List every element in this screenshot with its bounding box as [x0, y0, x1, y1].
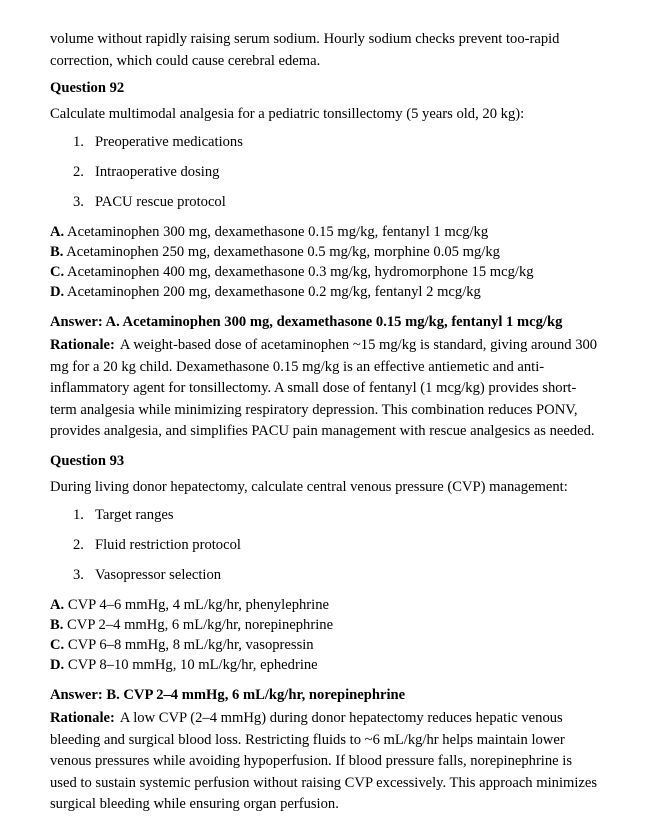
- option-letter: B.: [50, 617, 64, 633]
- question-heading: Question 92: [50, 80, 125, 96]
- rationale-label: Rationale:: [50, 710, 115, 726]
- rationale-paragraph: [50, 335, 601, 443]
- option-b: [50, 615, 601, 635]
- option-letter: D.: [50, 284, 65, 300]
- list-text: Target ranges: [95, 507, 174, 523]
- list-number: 1.: [73, 134, 84, 150]
- list-item: [50, 535, 601, 557]
- option-b: [50, 242, 601, 262]
- rationale-paragraph: [50, 708, 601, 816]
- question-list: [50, 505, 601, 587]
- list-text: Preoperative medications: [95, 134, 243, 150]
- rationale-text: A weight-based dose of acetaminophen ~15 mg/kg is standard, giving around 300 mg for a 20 kg child. Dexamethasone 0.15 mg/kg is an effective antiemetic and anti-inflammatory agent for tonsillectomy. A small dose of fentanyl (1 mcg/kg) provides short-term analgesia while minimizing respiratory depression. This combination reduces PONV, provides analgesia, and simplifies PACU pain management with rescue analgesics as needed.: [50, 337, 598, 439]
- question-section-92: [50, 78, 601, 443]
- list-item: [50, 505, 601, 527]
- question-stem: During living donor hepatectomy, calculate central venous pressure (CVP) management:: [50, 478, 568, 495]
- option-c: [50, 262, 601, 282]
- option-a: [50, 595, 601, 615]
- question-stem: Calculate multimodal analgesia for a pediatric tonsillectomy (5 years old, 20 kg):: [50, 105, 525, 122]
- option-letter: C.: [50, 264, 65, 280]
- option-text: CVP 8–10 mmHg, 10 mL/kg/hr, ephedrine: [67, 657, 318, 673]
- option-d: [50, 655, 601, 675]
- answer-line: Answer: A. Acetaminophen 300 mg, dexamethasone 0.15 mg/kg, fentanyl 1 mcg/kg: [50, 313, 563, 330]
- option-letter: A.: [50, 224, 65, 240]
- rationale-label: Rationale:: [50, 337, 115, 353]
- option-text: Acetaminophen 250 mg, dexamethasone 0.5 mg/kg, morphine 0.05 mg/kg: [66, 244, 500, 260]
- list-item: [50, 162, 601, 184]
- option-d: [50, 282, 601, 302]
- question-heading: Question 93: [50, 453, 125, 469]
- option-c: [50, 635, 601, 655]
- option-text: CVP 6–8 mmHg, 8 mL/kg/hr, vasopressin: [67, 637, 314, 653]
- rationale-text: A low CVP (2–4 mmHg) during donor hepatectomy reduces hepatic venous bleeding and surgical blood loss. Restricting fluids to ~6 mL/kg/hr helps maintain lower venous pressures while avoiding hypoperfusion. If blood pressure falls, norepinephrine is used to sustain systemic perfusion without raising CVP excessively. This approach minimizes surgical bleeding while ensuring organ perfusion.: [50, 710, 598, 812]
- question-section-93: [50, 451, 601, 816]
- list-number: 2.: [73, 537, 84, 553]
- option-letter: A.: [50, 597, 65, 613]
- answer-line: Answer: B. CVP 2–4 mmHg, 6 mL/kg/hr, norepinephrine: [50, 686, 406, 703]
- list-item: [50, 192, 601, 214]
- option-a: [50, 222, 601, 242]
- option-text: CVP 4–6 mmHg, 4 mL/kg/hr, phenylephrine: [67, 597, 329, 613]
- question-list: [50, 132, 601, 214]
- option-text: CVP 2–4 mmHg, 6 mL/kg/hr, norepinephrine: [67, 617, 334, 633]
- option-text: Acetaminophen 300 mg, dexamethasone 0.15 mg/kg, fentanyl 1 mcg/kg: [67, 224, 489, 240]
- intro-paragraph: volume without rapidly raising serum sodium. Hourly sodium checks prevent too-rapid correction, which could cause cerebral edema.: [50, 31, 560, 69]
- list-text: Vasopressor selection: [95, 567, 222, 583]
- list-item: [50, 132, 601, 154]
- list-text: Intraoperative dosing: [95, 164, 220, 180]
- option-letter: B.: [50, 244, 64, 260]
- option-text: Acetaminophen 400 mg, dexamethasone 0.3 mg/kg, hydromorphone 15 mcg/kg: [67, 264, 534, 280]
- list-number: 1.: [73, 507, 84, 523]
- list-number: 3.: [73, 194, 84, 210]
- list-number: 2.: [73, 164, 84, 180]
- list-number: 3.: [73, 567, 84, 583]
- option-letter: D.: [50, 657, 65, 673]
- list-item: [50, 565, 601, 587]
- options-block: [50, 222, 601, 302]
- option-text: Acetaminophen 200 mg, dexamethasone 0.2 mg/kg, fentanyl 2 mcg/kg: [67, 284, 481, 300]
- list-text: Fluid restriction protocol: [95, 537, 241, 553]
- option-letter: C.: [50, 637, 65, 653]
- options-block: [50, 595, 601, 675]
- list-text: PACU rescue protocol: [95, 194, 226, 210]
